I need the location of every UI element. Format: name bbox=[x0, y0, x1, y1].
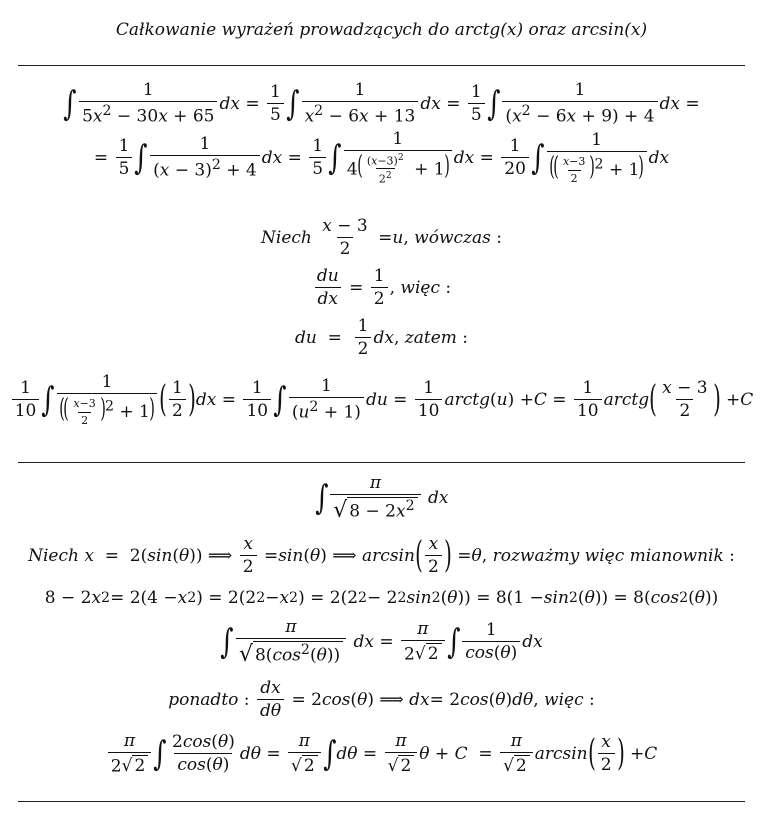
eq-line-substitution: Niech x − 3 2 = u , wówczas : bbox=[261, 216, 502, 259]
eq2-line-simplified: ∫ π √ $8(\cos^2(\theta))$ dx = π 2 √ 2 ∫ 1 cos(θ) dx bbox=[220, 617, 543, 667]
word-rozwazmy: rozważmy więc mianownik bbox=[492, 546, 724, 566]
eq-line-du: du = 1 2 dx , zatem : bbox=[294, 316, 469, 359]
divider-middle bbox=[18, 462, 745, 463]
page-title: Całkowanie wyrażeń prowadzących do arctg(x) oraz arcsin(x) bbox=[115, 20, 648, 40]
eq2-line-substitution: Niech x = 2( sin ( θ )) ⟹ x 2 = sin ( θ ) ⟹ arcsin ( x 2 ) = θ , rozważmy więc mianownik : bbox=[28, 534, 735, 577]
eq-line-du-dx: du dx = 1 2 , więc : bbox=[0, 264, 763, 312]
word-ponadto: ponadto bbox=[168, 690, 239, 710]
word-zatem: zatem bbox=[404, 328, 457, 348]
word-wowczas: wówczas bbox=[414, 228, 491, 248]
word-wiec-1: więc bbox=[400, 278, 440, 298]
word-niech: Niech bbox=[261, 228, 312, 248]
eq2-line-denominator: 8 − 2 x 2 = 2(4 − x 2 ) = 2(2 2 − x 2 ) = 2(2 2 − 2 2 sin 2 ( θ )) = 8(1 − sin 2 ( θ )) = 8( cos 2 ( θ )) bbox=[44, 588, 719, 608]
divider-bottom bbox=[18, 801, 745, 802]
word-wiec-2: więc bbox=[544, 690, 584, 710]
eq-line-2: = 1 5 ∫ 1 $(x - 3)^2 + 4$ dx = 1 5 ∫ 1 4( $\frac{(x-3)^2}{2^2}$ + 1) dx = 1 20 ∫ 1 (( $\frac{x-3}{2}$ )$^2$ + 1) dx bbox=[93, 128, 670, 186]
eq2-line-result-arcsin: π 2 √ 2 ∫ 2cos(θ) cos(θ) dθ = π √ 2 ∫ dθ = π √ 2 θ + C = π √ 2 arcsin ( x 2 ) + C bbox=[0, 726, 763, 782]
word-niech-2: Niech bbox=[28, 546, 79, 566]
divider-top bbox=[18, 65, 745, 66]
eq2-line-dx-dtheta: ponadto : dx dθ = 2 cos ( θ ) ⟹ dx = 2 cos ( θ ) dθ , więc : bbox=[168, 678, 595, 721]
eq2-line-integral: ∫ π √ $8 - 2x^2$ dx bbox=[314, 473, 449, 523]
eq-line-result-arctg: 1 10 ∫ 1 (( $\frac{x-3}{2}$ )$^2$ + 1) ( 1 2 ) dx = 1 10 ∫ 1 $(u^2 + 1)$ du = 1 10 arctg ( u ) + C = 1 10 arctg ( x − 3 2 ) + C bbox=[0, 368, 763, 432]
eq-line-1: ∫ 1 $5x^2 - 30x + 65$ dx = 1 5 ∫ 1 $x^2 - 6x + 13$ dx = 1 5 ∫ 1 $(x^2 - 6x + 9) + 4$ dx = bbox=[63, 80, 700, 127]
